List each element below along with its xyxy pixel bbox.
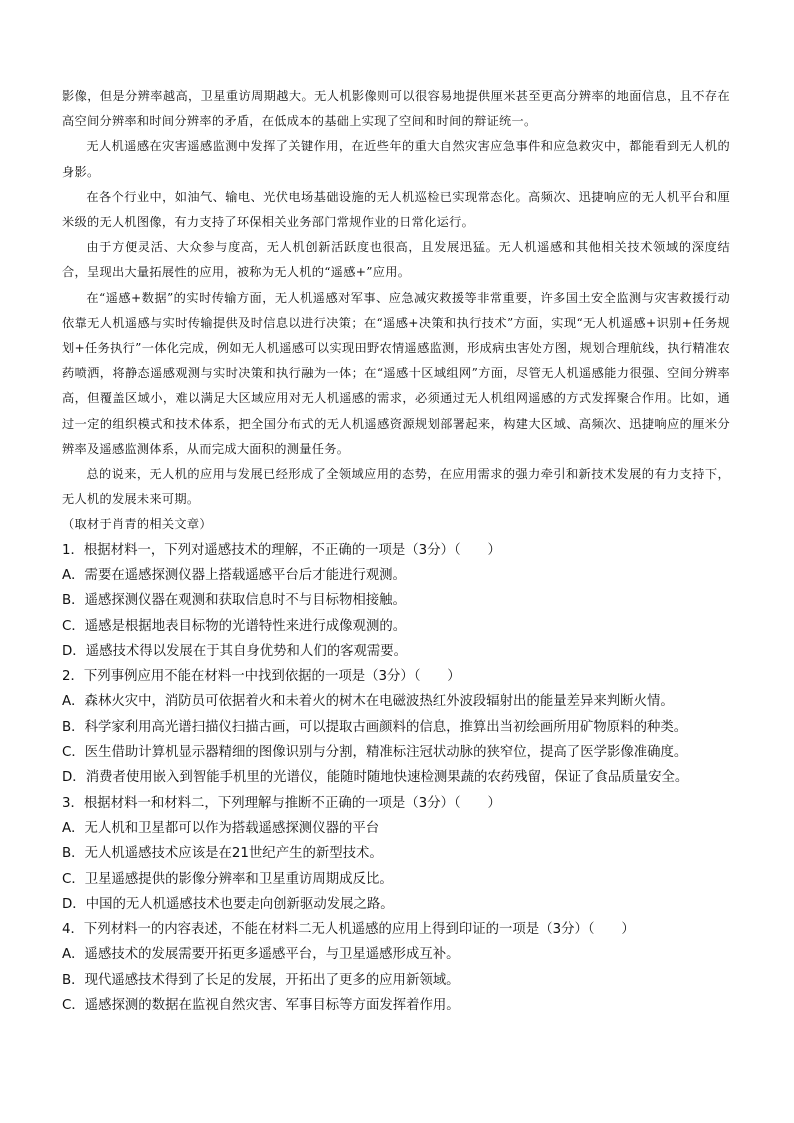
exam-page <box>62 84 730 1018</box>
question-1 <box>62 538 730 664</box>
answer-option-a: A．遥感技术的发展需要开拓更多遥感平台，与卫星遥感形成互补。 <box>62 947 460 963</box>
answer-option-b: B．科学家利用高光谱扫描仪扫描古画，可以提取古画颜料的信息，推算出当初绘画所用矿物原料的种类。 <box>62 719 688 735</box>
answer-option-b: B．无人机遥感技术应该是在21世纪产生的新型技术。 <box>62 846 383 862</box>
passage-paragraph: 影像，但是分辨率越高，卫星重访周期越大。无人机影像则可以很容易地提供厘米甚至更高分辨率的地面信息，且不存在高空间分辨率和时间分辨率的矛盾，在低成本的基础上实现了空间和时间的辩证统一。 <box>62 89 730 129</box>
answer-option-d: D．遥感技术得以发展在于其自身优势和人们的客观需要。 <box>62 643 408 659</box>
passage-paragraph: 由于方便灵活、大众参与度高，无人机创新活跃度也很高，且发展迅猛。无人机遥感和其他相关技术领域的深度结合，呈现出大量拓展性的应用，被称为无人机的“遥感+”应用。 <box>62 240 730 280</box>
passage-paragraph: 在各个行业中，如油气、输电、光伏电场基础设施的无人机巡检已实现常态化。高频次、迅捷响应的无人机平台和厘米级的无人机图像，有力支持了环保相关业务部门常规作业的日常化运行。 <box>62 189 730 230</box>
answer-option-d: D．消费者使用嵌入到智能手机里的光谱仪，能随时随地快速检测果蔬的农药残留，保证了食品质量安全。 <box>62 770 689 786</box>
question-2 <box>62 664 730 790</box>
reading-passage <box>62 84 730 538</box>
answer-option-a: A．无人机和卫星都可以作为搭载遥感探测仪器的平台 <box>62 820 380 836</box>
answer-option-a: A．需要在遥感探测仪器上搭载遥感平台后才能进行观测。 <box>62 567 406 583</box>
question-stem: 3．根据材料一和材料二，下列理解与推断不正确的一项是（3分）（ ） <box>62 795 501 811</box>
question-list <box>62 538 730 1019</box>
answer-option-c: C．卫星遥感提供的影像分辨率和卫星重访周期成反比。 <box>62 871 393 887</box>
answer-option-c: C．遥感是根据地表目标物的光谱特性来进行成像观测的。 <box>62 618 407 634</box>
answer-option-b: B．现代遥感技术得到了长足的发展，开拓出了更多的应用新领域。 <box>62 972 460 988</box>
answer-option-d: D．中国的无人机遥感技术也要走向创新驱动发展之路。 <box>62 896 394 912</box>
answer-option-c: C．遥感探测的数据在监视自然灾害、军事目标等方面发挥着作用。 <box>62 998 460 1013</box>
passage-paragraph: 总的说来，无人机的应用与发展已经形成了全领域应用的态势，在应用需求的强力牵引和新技术发展的有力支持下，无人机的发展未来可期。 <box>62 467 730 507</box>
passage-source: （取材于肖青的相关文章） <box>62 517 212 532</box>
passage-paragraph: 在“遥感+数据”的实时传输方面，无人机遥感对军事、应急减灾救援等非常重要，许多国土安全监测与灾害救援行动依靠无人机遥感与实时传输提供及时信息以进行决策；在“遥感+决策和执行技术”方面，实现“无人机遥感+识别+任务规划+任务执行”一体化完成，例如无人机遥感可以实现田野农情遥感监测，形成病虫害处方图，规划合理航线，执行精准农药喷洒，将静态遥感观测与实时决策和执行融为一体；在“遥感十区域组网”方面，尽管无人机遥感能力很强、空间分辨率高，但覆盖区域小，难以满足大区域应用对无人机遥感的需求，必须通过无人机组网遥感的方式发挥聚合作用。比如，通过一定的组织模式和技术体系，把全国分布式的无人机遥感资源规划部署起来，构建大区域、高频次、迅捷响应的厘米分辨率及遥感监测体系，从而完成大面积的测量任务。 <box>62 290 730 456</box>
question-4 <box>62 917 730 1018</box>
answer-option-b: B．遥感探测仪器在观测和获取信息时不与目标物相接触。 <box>62 593 406 609</box>
question-stem: 4．下列材料一的内容表述，不能在材料二无人机遥感的应用上得到印证的一项是（3分）（ ） <box>62 922 635 938</box>
passage-paragraph: 无人机遥感在灾害遥感监测中发挥了关键作用，在近些年的重大自然灾害应急事件和应急救灾中，都能看到无人机的身影。 <box>62 139 730 179</box>
question-stem: 1．根据材料一，下列对遥感技术的理解，不正确的一项是（3分）（ ） <box>62 542 501 558</box>
question-stem: 2．下列事例应用不能在材料一中找到依据的一项是（3分）（ ） <box>62 669 461 685</box>
answer-option-c: C．医生借助计算机显示器精细的图像识别与分割，精准标注冠状动脉的狭窄位，提高了医学影像准确度。 <box>62 745 688 761</box>
answer-option-a: A．森林火灾中，消防员可依据着火和未着火的树木在电磁波热红外波段辐射出的能量差异来判断火情。 <box>62 694 674 710</box>
question-3 <box>62 791 730 917</box>
